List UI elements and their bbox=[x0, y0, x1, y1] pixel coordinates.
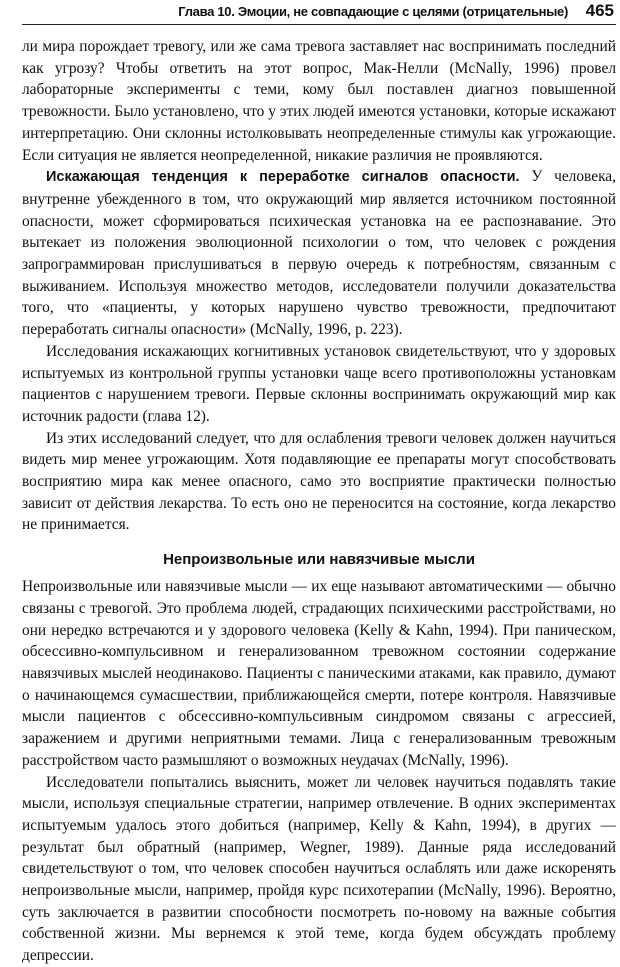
running-head: Глава 10. Эмоции, не совпадающие с целями (отрицательные) bbox=[178, 4, 568, 19]
paragraph-distortion-tendency bbox=[22, 166, 616, 341]
page-header bbox=[22, 0, 616, 25]
section-paragraph-intro: Непроизвольные или навязчивые мысли — их еще называют автоматическими — обычно связаны с тревогой. Это проблема людей, страдающих психическими расстройствами, но они нередко встречаются и у здорового человека (Kelly & Kahn, 1994). При паническом, обсессивно-компульсивном и генерализованном тревожном состоянии содержание навязчивых мыслей неодинаково. Пациенты с паническими атаками, как правило, думают о начинающемся сумасшествии, приближающейся смерти, потере контроля. Навязчивые мысли пациентов с обсессивно-компульсивным синдромом связаны с агрессией, заражением и другими неприятными темами. Лица с генерализованным тревожным расстройством часто размышляют о возможных неудачах (McNally, 1996). bbox=[22, 578, 616, 769]
body-text bbox=[22, 36, 616, 967]
section-paragraph-suppression: Исследователи попытались выяснить, может ли человек научиться подавлять такие мысли, используя специальные стратегии, например отвлечение. В одних экспериментах испытуемым удалось этого добиться (например, Kelly & Kahn, 1994), в других — результат был обратный (например, Wegner, 1989). Данные ряда исследований свидетельствуют о том, что человек способен научиться ослаблять или даже искоренять непроизвольные мысли, например, пройдя курс психотерапии (McNally, 1996). Вероятно, суть заключается в развитии способности посмотреть по-новому на важные события собственной жизни. Мы вернемся к этой теме, когда будем обсуждать проблему депрессии. bbox=[22, 773, 616, 965]
paragraph-conclusion: Из этих исследований следует, что для ослабления тревоги человек должен научиться видеть мир менее угрожающим. Хотя подавляющие ее препараты могут способствовать восприятию мира как менее опасного, само это восприятие практически полностью зависит от действия лекарства. То есть оно не переносится на состояние, когда лекарство не принимается. bbox=[22, 429, 616, 534]
book-page bbox=[22, 0, 616, 965]
paragraph-lead-in: Искажающая тенденция к переработке сигналов опасности. bbox=[46, 169, 520, 186]
section-heading: Непроизвольные или навязчивые мысли bbox=[163, 551, 475, 569]
page-number: 465 bbox=[585, 1, 614, 20]
paragraph-cognitive-biases: Исследования искажающих когнитивных установок свидетельствуют, что у здоровых испытуемых из контрольной группы установки чаще всего противоположны установкам пациентов с нарушением тревоги. Первые склонны воспринимать окружающий мир как источник радости (глава 12). bbox=[22, 342, 616, 425]
paragraph-continuation: ли мира порождает тревогу, или же сама тревога заставляет нас воспринимать последний как угрозу? Чтобы ответить на этот вопрос, Мак-Нелли (McNally, 1996) провел лабораторные эксперименты с теми, кому был поставлен диагноз повышенной тревожности. Было установлено, что у этих людей имеются установки, которые искажают интерпретацию. Они склонны истолковывать неопределенные стимулы как угрожающие. Если ситуация не является неопределенной, никакие различия не проявляются. bbox=[22, 38, 616, 164]
paragraph-body: У человека, внутренне убежденного в том, что окружающий мир является источником постоянной опасности, может сформироваться психическая установка на ее распознавание. Это вытекает из положения эволюционной психологии о том, что человек с рождения запрограммирован прислушиваться в первую очередь к потребностям, связанным с выживанием. Используя множество методов, исследователи получили доказательства того, что «пациенты, у которых нарушено чувство тревожности, предпочитают переработать сигналы опасности» (McNally, 1996, p. 223). bbox=[22, 168, 616, 339]
